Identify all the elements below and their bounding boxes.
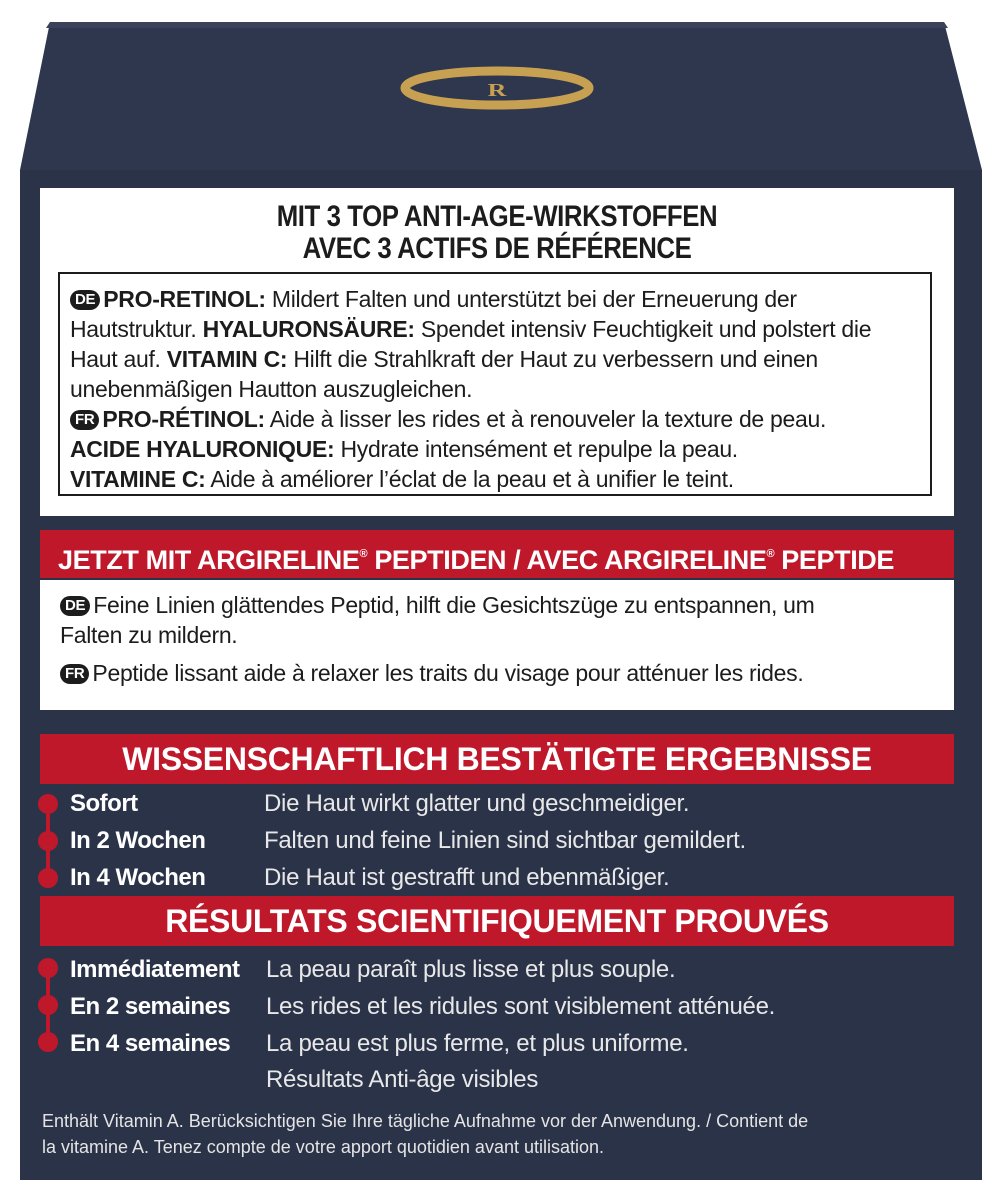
result-de-label-2: In 4 Wochen	[70, 864, 206, 891]
de-line-2: Hautstruktur. HYALURONSÄURE: Spendet intensiv Feuchtigkeit und polstert die	[70, 316, 872, 342]
timeline-dot	[38, 831, 58, 851]
logo-monogram: R	[487, 79, 507, 100]
result-de-label-0: Sofort	[70, 790, 138, 817]
footer-line-1: Enthält Vitamin A. Berücksichtigen Sie Ihre tägliche Aufnahme vor der Anwendung. / Contient de	[42, 1111, 809, 1131]
de-line-3: Haut auf. VITAMIN C: Hilft die Strahlkraft der Haut zu verbessern und einen	[70, 346, 818, 372]
peptide-banner: JETZT MIT ARGIRELINE® PEPTIDEN / AVEC ARGIRELINE® PEPTIDE	[40, 530, 954, 578]
footer-line-2: la vitamine A. Tenez compte de votre apport quotidien avant utilisation.	[42, 1137, 605, 1157]
result-fr-text-0: La peau paraît plus lisse et plus souple.	[266, 956, 676, 983]
peptide-card	[40, 580, 954, 710]
peptide-de-line-1: DE Feine Linien glättendes Peptid, hilft die Gesichtszüge zu entspannen, um	[60, 592, 815, 619]
results-fr-title: RÉSULTATS SCIENTIFIQUEMENT PROUVÉS	[40, 896, 954, 946]
result-fr-text-1: Les rides et les ridules sont visiblement atténuée.	[266, 993, 775, 1020]
box-top-flap	[0, 0, 994, 180]
timeline-dot	[38, 995, 58, 1015]
peptide-de-line-2: Falten zu mildern.	[60, 622, 238, 648]
de-badge: DE	[70, 290, 100, 310]
peptide-fr-line-1: FR Peptide lissant aide à relaxer les traits du visage pour atténuer les rides.	[60, 660, 803, 687]
footer-notice	[42, 1108, 962, 1160]
timeline-dot	[38, 1032, 58, 1052]
timeline-dot	[38, 958, 58, 978]
fr-line-1: FR PRO-RÉTINOL: Aide à lisser les rides et à renouveler la texture de peau.	[70, 406, 826, 433]
de-line-4: unebenmäßigen Hautton auszugleichen.	[70, 376, 473, 402]
result-fr-extra: Résultats Anti-âge visibles	[266, 1066, 539, 1093]
result-fr-label-1: En 2 semaines	[70, 993, 231, 1020]
title-de: MIT 3 TOP ANTI-AGE-WIRKSTOFFEN	[276, 200, 718, 233]
result-de-text-1: Falten und feine Linien sind sichtbar gemildert.	[264, 827, 746, 854]
ingredients-box	[58, 272, 932, 496]
fr-badge: FR	[70, 410, 99, 430]
ingredients-card	[40, 188, 954, 516]
result-de-text-0: Die Haut wirkt glatter und geschmeidiger.	[264, 790, 690, 817]
timeline-dot	[38, 868, 58, 888]
result-de-text-2: Die Haut ist gestrafft und ebenmäßiger.	[264, 864, 670, 891]
results-de-title: WISSENSCHAFTLICH BESTÄTIGTE ERGEBNISSE	[40, 734, 954, 784]
result-fr-label-0: Immédiatement	[70, 956, 240, 983]
result-fr-text-2: La peau est plus ferme, et plus uniforme.	[266, 1030, 689, 1057]
result-fr-label-2: En 4 semaines	[70, 1030, 231, 1057]
fr-line-2: ACIDE HYALURONIQUE: Hydrate intensément et repulpe la peau.	[70, 436, 738, 462]
title-fr: AVEC 3 ACTIFS DE RÉFÉRENCE	[302, 232, 692, 265]
de-line-1: DE PRO-RETINOL: Mildert Falten und unterstützt bei der Erneuerung der	[70, 286, 797, 313]
timeline-dot	[38, 794, 58, 814]
result-de-label-1: In 2 Wochen	[70, 827, 206, 854]
fr-line-3: VITAMINE C: Aide à améliorer l’éclat de la peau et à unifier le teint.	[70, 466, 734, 492]
